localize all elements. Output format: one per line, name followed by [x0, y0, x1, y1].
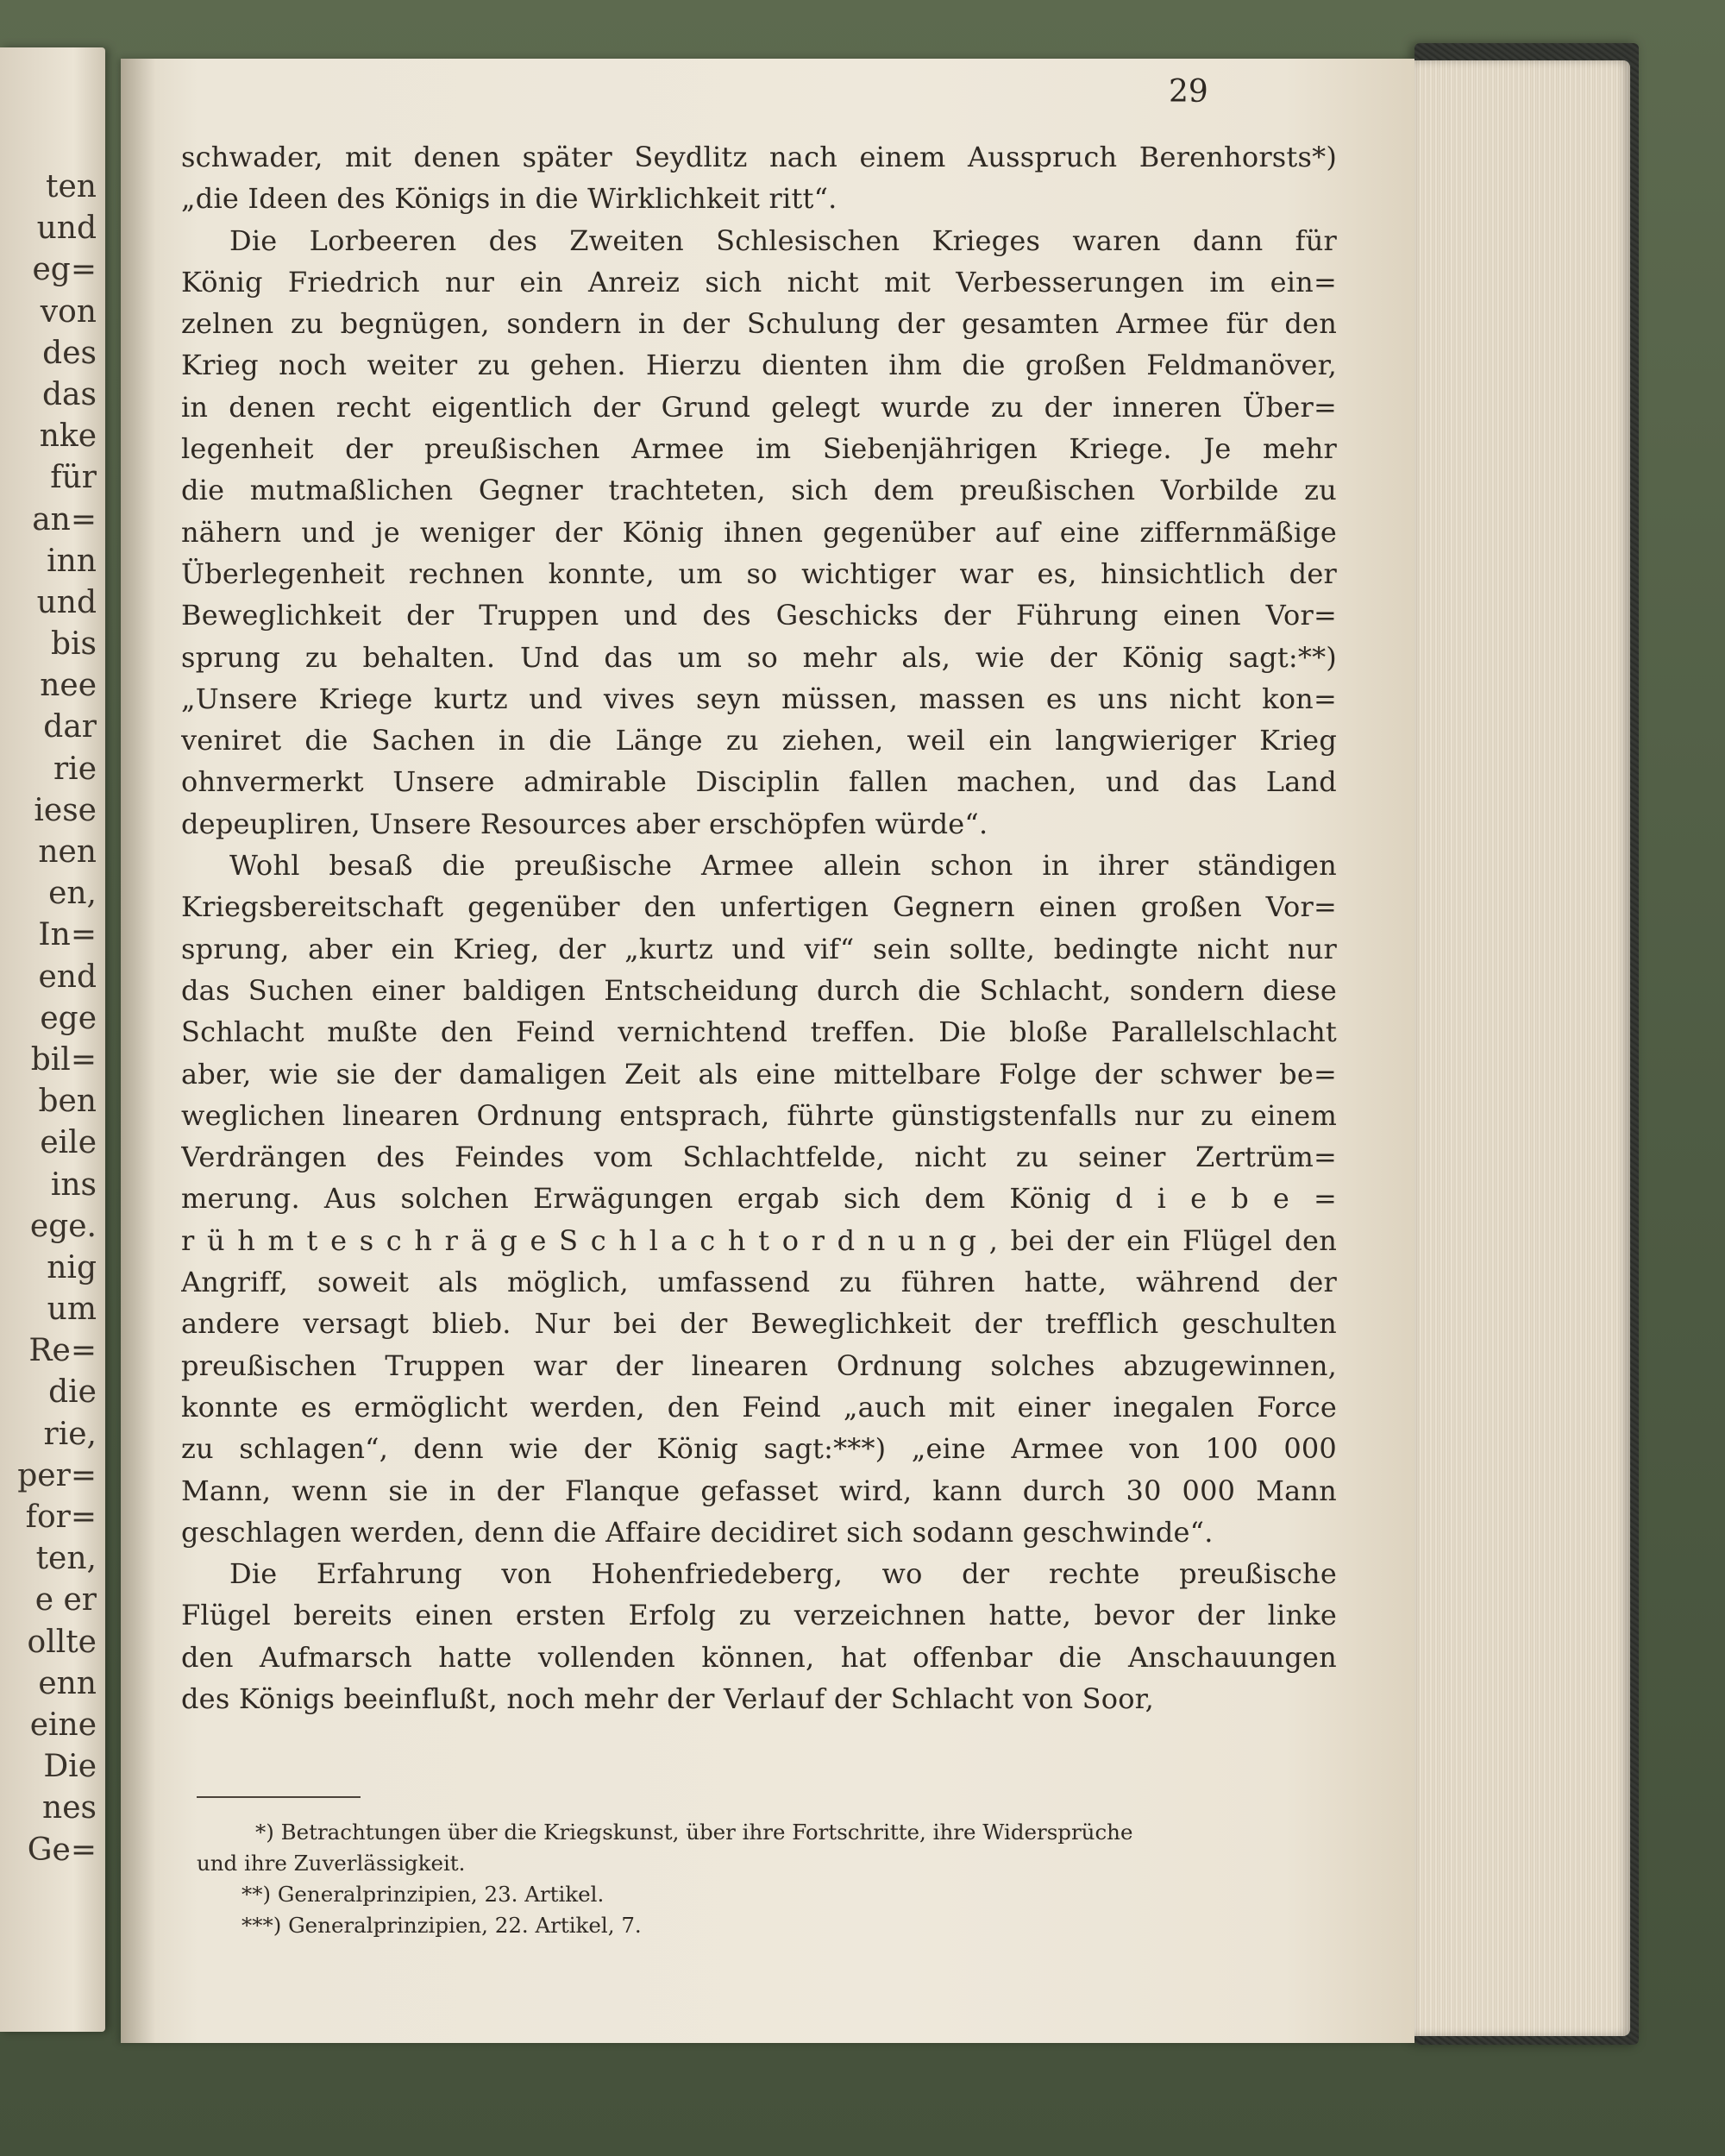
- text-line: die mutmaßlichen Gegner trachteten, sich dem preußischen Vorbilde zu: [181, 474, 1337, 507]
- text-line: des Königs beeinflußt, noch mehr der Verlauf der Schlacht von Soor,: [181, 1681, 1155, 1715]
- text-line: Beweglichkeit der Truppen und des Geschicks der Führung einen Vor=: [181, 599, 1337, 632]
- page-number: 29: [1169, 74, 1208, 110]
- previous-page-line-fragment: um: [47, 1292, 97, 1328]
- text-line: merung. Aus solchen Erwägungen ergab sich dem König d i e b e =: [181, 1182, 1337, 1216]
- previous-page-line-fragment: ben: [38, 1084, 97, 1120]
- body-text: [181, 136, 1337, 1719]
- text-line: Schlacht mußte den Feind vernichtend treffen. Die bloße Parallelschlacht: [181, 1015, 1337, 1049]
- previous-page-line-fragment: und: [36, 584, 97, 620]
- previous-page-line-fragment: von: [40, 293, 97, 330]
- text-line: nähern und je weniger der König ihnen gegenüber auf eine ziffernmäßige: [181, 515, 1337, 549]
- previous-page-line-fragment: nes: [42, 1790, 97, 1826]
- text-line: preußischen Truppen war der linearen Ordnung solches abzugewinnen,: [181, 1348, 1337, 1382]
- previous-page-line-fragment: per=: [17, 1457, 97, 1493]
- footnote-line: **) Generalprinzipien, 23. Artikel.: [242, 1882, 605, 1907]
- text-line: in denen recht eigentlich der Grund gelegt wurde zu der inneren Über=: [181, 390, 1337, 424]
- previous-page-line-fragment: nke: [39, 418, 97, 455]
- text-line: sprung zu behalten. Und das um so mehr als, wie der König sagt:**): [181, 640, 1337, 674]
- footnotes: [197, 1817, 1327, 1941]
- text-line: andere versagt blieb. Nur bei der Beweglichkeit der trefflich geschulten: [181, 1307, 1337, 1341]
- previous-page-line-fragment: eg=: [32, 252, 97, 288]
- previous-page-line-fragment: ten,: [35, 1541, 97, 1577]
- text-line: Mann, wenn sie in der Flanque gefasset wird, kann durch 30 000 Mann: [181, 1474, 1337, 1507]
- previous-page-line-fragment: iese: [34, 792, 97, 828]
- text-line: legenheit der preußischen Armee im Siebenjährigen Kriege. Je mehr: [181, 432, 1337, 466]
- previous-page-line-fragment: ege.: [29, 1208, 97, 1244]
- previous-page-line-fragment: en,: [48, 876, 97, 912]
- previous-page-line-fragment: nig: [47, 1249, 97, 1285]
- text-line: sprung, aber ein Krieg, der „kurtz und vif“ sein sollte, bedingte nicht nur: [181, 932, 1337, 965]
- previous-page-line-fragment: die: [48, 1374, 97, 1411]
- footnote-divider: [197, 1796, 361, 1798]
- book-page: [121, 59, 1414, 2043]
- previous-page-line-endings: [0, 47, 97, 1871]
- previous-page-line-fragment: und: [36, 211, 97, 247]
- previous-page-line-fragment: Re=: [28, 1333, 97, 1369]
- previous-page-line-fragment: für: [50, 460, 97, 496]
- text-line: Wohl besaß die preußische Armee allein schon in ihrer ständigen: [229, 849, 1337, 883]
- previous-page-line-fragment: das: [42, 376, 97, 412]
- previous-page-line-fragment: e er: [34, 1582, 97, 1619]
- text-line: depeupliren, Unsere Resources aber erschöpfen würde“.: [181, 807, 988, 840]
- text-line: den Aufmarsch hatte vollenden können, hat offenbar die Anschauungen: [181, 1640, 1337, 1674]
- text-line: Krieg noch weiter zu gehen. Hierzu dienten ihm die großen Feldmanöver,: [181, 349, 1337, 382]
- previous-page-line-fragment: eine: [29, 1707, 97, 1743]
- text-line: aber, wie sie der damaligen Zeit als eine mittelbare Folge der schwer be=: [181, 1057, 1337, 1091]
- text-line: zelnen zu begnügen, sondern in der Schulung der gesamten Armee für den: [181, 307, 1337, 341]
- text-line: geschlagen werden, denn die Affaire decidiret sich sodann geschwinde“.: [181, 1515, 1214, 1549]
- footnote-line: *) Betrachtungen über die Kriegskunst, über ihre Fortschritte, ihre Widersprüche: [255, 1820, 1133, 1845]
- previous-page-line-fragment: des: [42, 335, 97, 371]
- previous-page-line-fragment: ollte: [27, 1624, 97, 1660]
- previous-page-line-fragment: an=: [32, 501, 97, 537]
- text-line: Die Lorbeeren des Zweiten Schlesischen Krieges waren dann für: [229, 223, 1337, 257]
- footnote-line: ***) Generalprinzipien, 22. Artikel, 7.: [242, 1913, 642, 1938]
- previous-page-line-fragment: Ge=: [27, 1832, 97, 1868]
- text-line: ohnvermerkt Unsere admirable Disciplin fallen machen, und das Land: [181, 765, 1337, 799]
- text-line: weglichen linearen Ordnung entsprach, führte günstigstenfalls nur zu einem: [181, 1098, 1337, 1132]
- text-line: Verdrängen des Feindes vom Schlachtfelde, nicht zu seiner Zertrüm=: [181, 1141, 1337, 1174]
- previous-page-line-fragment: rie: [53, 751, 97, 787]
- footnote-line: und ihre Zuverlässigkeit.: [197, 1851, 466, 1876]
- page-block-edge: [1402, 60, 1630, 2036]
- text-line: konnte es ermöglicht werden, den Feind „auch mit einer inegalen Force: [181, 1390, 1337, 1424]
- previous-page-line-fragment: for=: [25, 1499, 97, 1535]
- text-line: „die Ideen des Königs in die Wirklichkeit ritt“.: [181, 182, 837, 216]
- previous-page-line-fragment: bil=: [30, 1041, 97, 1078]
- previous-page-line-fragment: ins: [50, 1166, 97, 1203]
- text-line: das Suchen einer baldigen Entscheidung durch die Schlacht, sondern diese: [181, 973, 1337, 1007]
- text-line: zu schlagen“, denn wie der König sagt:***) „eine Armee von 100 000: [181, 1432, 1337, 1466]
- previous-page-line-fragment: enn: [38, 1665, 97, 1701]
- previous-page-line-fragment: rie,: [43, 1416, 97, 1452]
- page-gutter-shadow: [121, 59, 155, 2043]
- text-line: Angriff, soweit als möglich, umfassend zu führen hatte, während der: [181, 1266, 1337, 1299]
- previous-page-line-fragment: ten: [46, 169, 97, 204]
- previous-page-line-fragment: nee: [40, 668, 97, 704]
- previous-page-line-fragment: Die: [43, 1749, 97, 1785]
- text-line: „Unsere Kriege kurtz und vives seyn müssen, massen es uns nicht kon=: [181, 682, 1337, 715]
- text-line: veniret die Sachen in die Länge zu ziehen, weil ein langwieriger Krieg: [181, 724, 1337, 757]
- text-line: r ü h m t e s c h r ä g e S c h l a c h t o r d n u n g , bei der ein Flügel den: [181, 1223, 1337, 1257]
- text-line: schwader, mit denen später Seydlitz nach einem Ausspruch Berenhorsts*): [181, 141, 1337, 173]
- text-line: König Friedrich nur ein Anreiz sich nicht mit Verbesserungen im ein=: [181, 265, 1337, 299]
- previous-page-line-fragment: end: [38, 959, 97, 995]
- previous-page-line-fragment: eile: [40, 1125, 97, 1161]
- text-line: Überlegenheit rechnen konnte, um so wichtiger war es, hinsichtlich der: [181, 556, 1337, 590]
- previous-page-line-fragment: inn: [47, 543, 97, 579]
- previous-page-line-fragment: dar: [43, 709, 97, 745]
- previous-page: [0, 47, 105, 2032]
- previous-page-line-fragment: bis: [50, 626, 97, 663]
- text-line: Die Erfahrung von Hohenfriedeberg, wo der rechte preußische: [229, 1557, 1337, 1591]
- text-line: Kriegsbereitschaft gegenüber den unfertigen Gegnern einen großen Vor=: [181, 890, 1337, 924]
- previous-page-line-fragment: In=: [38, 917, 97, 953]
- text-line: Flügel bereits einen ersten Erfolg zu verzeichnen hatte, bevor der linke: [181, 1599, 1337, 1632]
- previous-page-line-fragment: nen: [38, 834, 97, 870]
- previous-page-line-fragment: ege: [40, 1000, 97, 1036]
